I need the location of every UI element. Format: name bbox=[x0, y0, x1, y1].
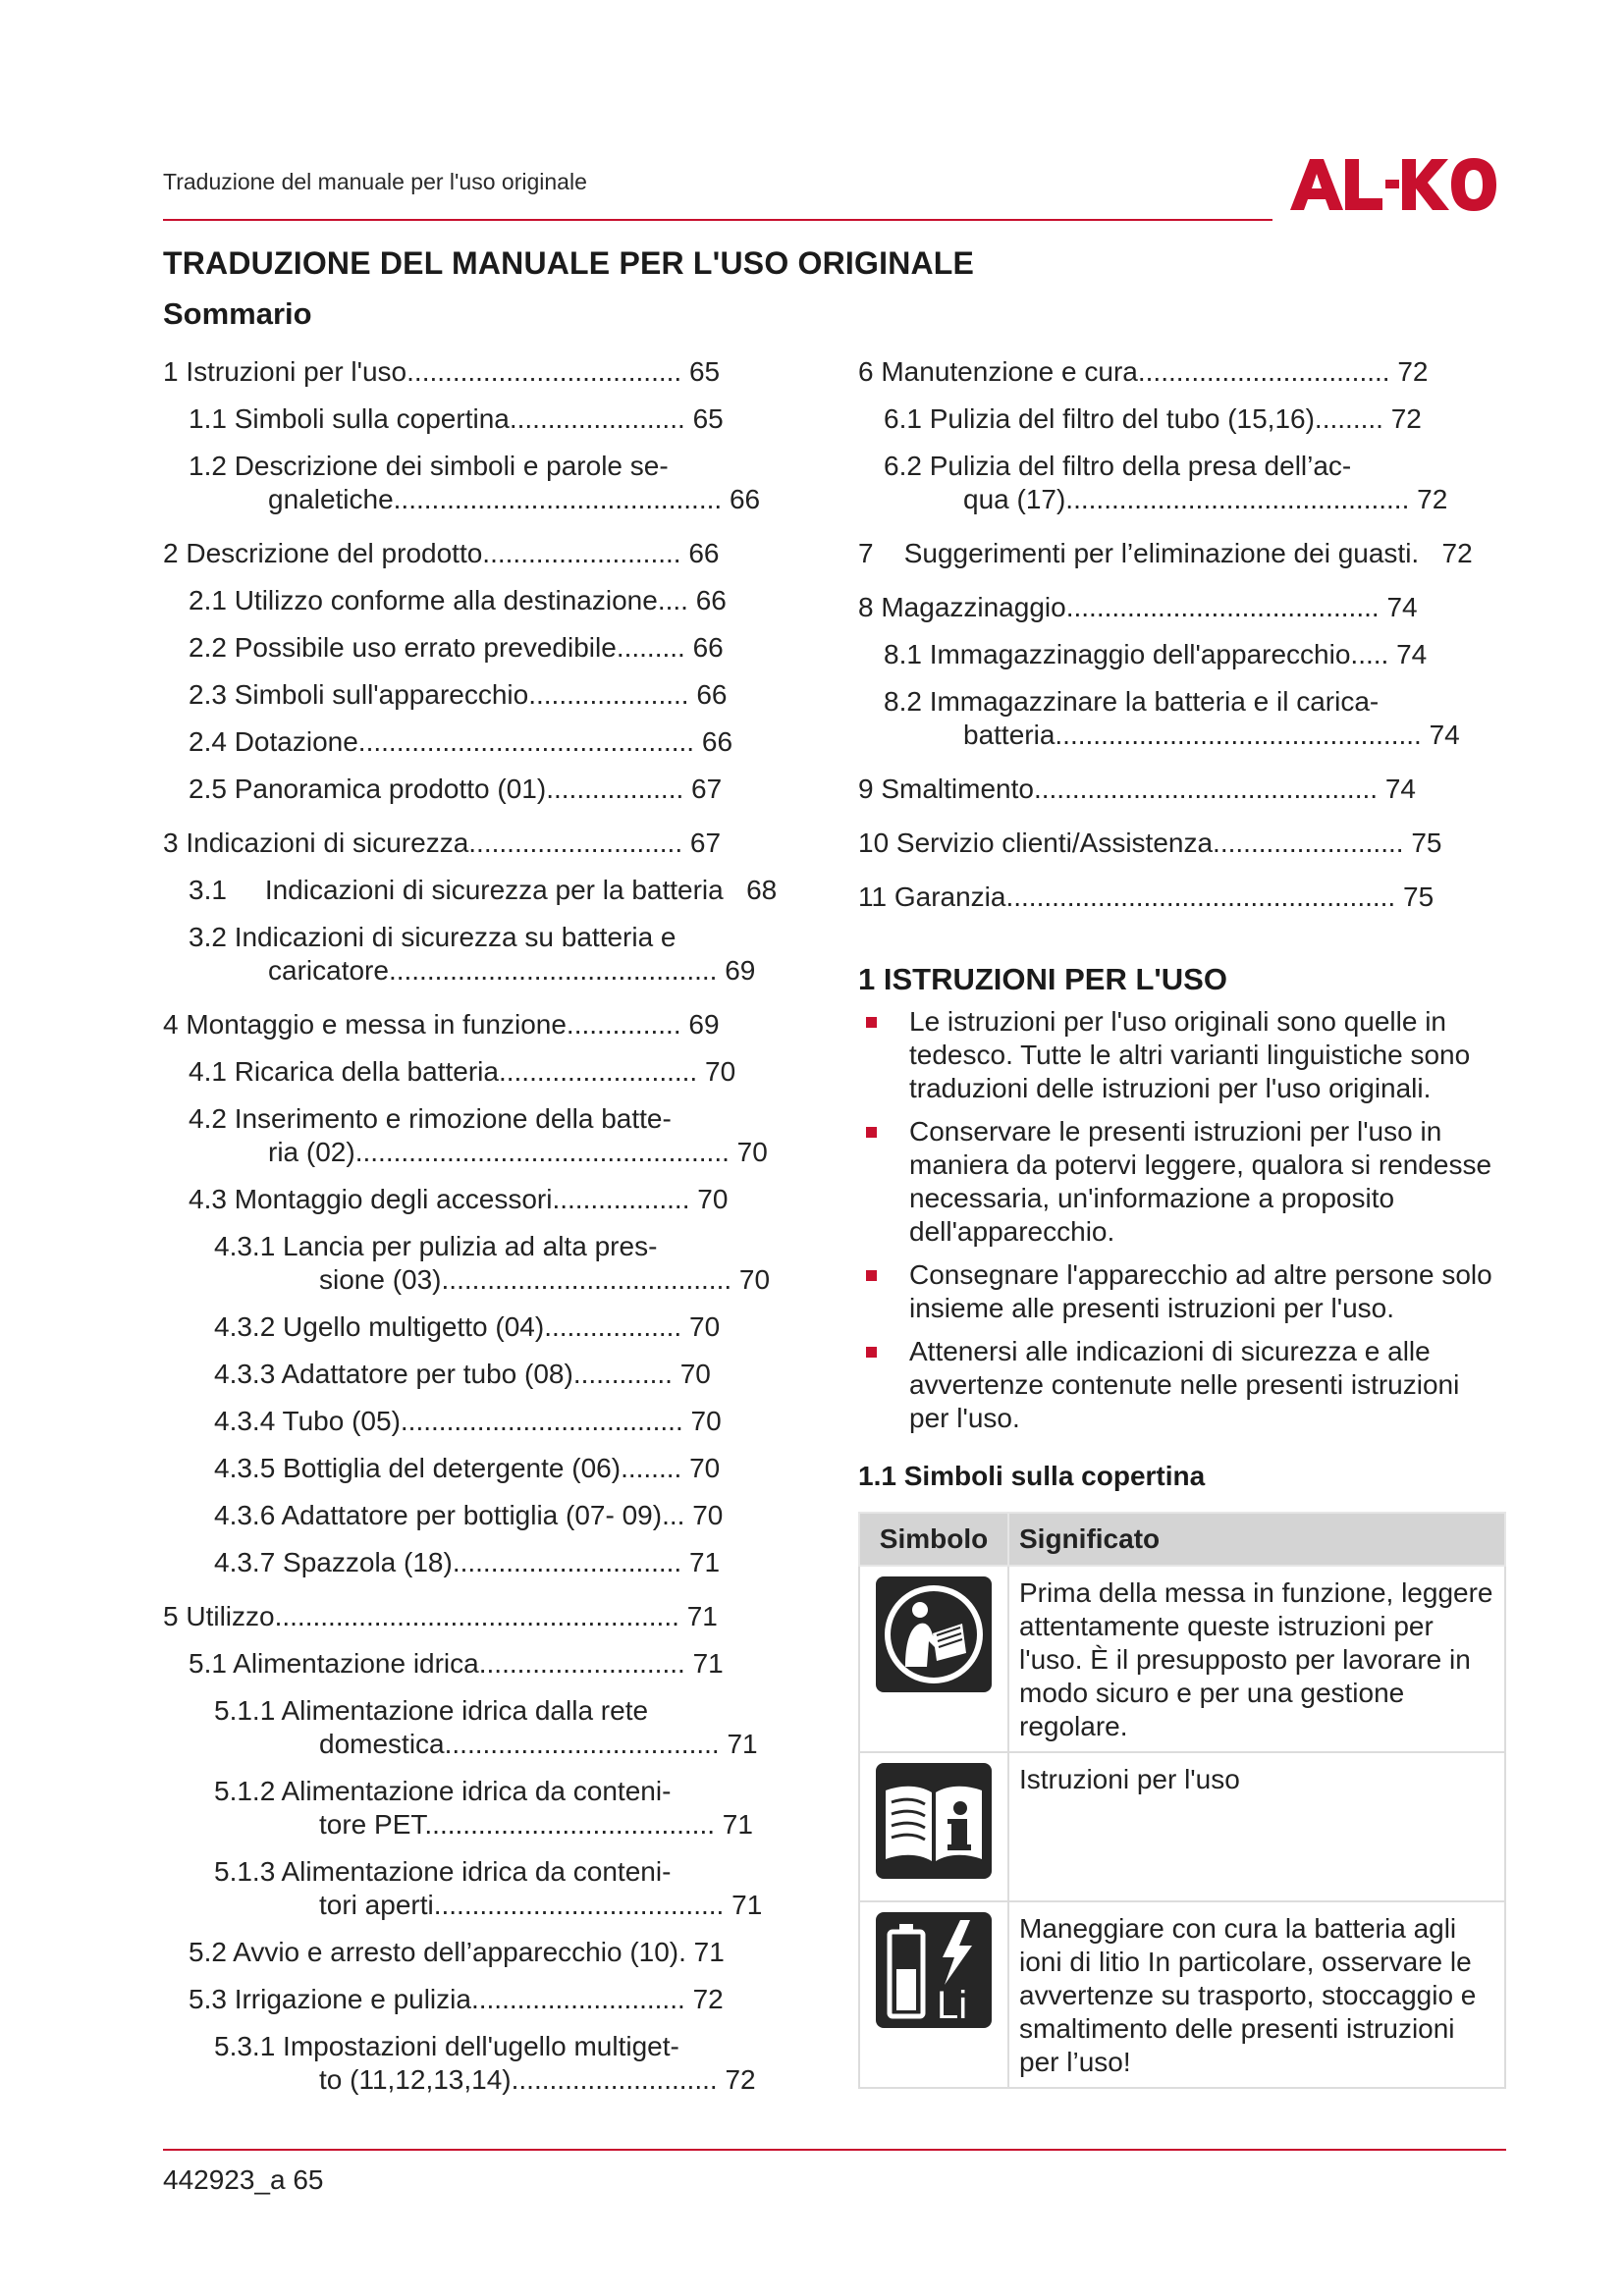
toc-page-number: 74 bbox=[1429, 720, 1460, 750]
toc-page-number: 70 bbox=[736, 1137, 768, 1167]
toc-entry-text: 5 Utilizzo bbox=[163, 1601, 275, 1631]
toc-page-number: 70 bbox=[689, 1311, 721, 1342]
bullet-item bbox=[858, 1005, 1506, 1105]
toc-entry-continuation: ria (02) bbox=[268, 1137, 355, 1167]
toc-page-number: 71 bbox=[686, 1601, 718, 1631]
toc-leader-dots: ..... bbox=[1350, 639, 1389, 669]
toc-leader-dots: ......... bbox=[1314, 403, 1383, 434]
toc-entry[interactable] bbox=[163, 1499, 791, 1532]
toc-entry[interactable] bbox=[163, 537, 791, 570]
toc-entry[interactable] bbox=[163, 725, 791, 759]
toc-entry-continuation: tore PET bbox=[319, 1809, 425, 1840]
toc-page-number: 71 bbox=[731, 1890, 763, 1920]
toc-entry-text: 2.3 Simboli sull'apparecchio bbox=[189, 679, 529, 710]
toc-entry[interactable] bbox=[163, 1600, 791, 1633]
toc-leader-dots: .................. bbox=[544, 1311, 682, 1342]
toc-column-right bbox=[858, 355, 1506, 914]
meaning-cell: Istruzioni per l'uso bbox=[1008, 1752, 1505, 1901]
toc-entry-text: 4.2 Inserimento e rimozione della batte- bbox=[189, 1103, 672, 1134]
toc-page-number: 70 bbox=[679, 1359, 711, 1389]
toc-entry-text: 4.3.1 Lancia per pulizia ad alta pres- bbox=[214, 1231, 658, 1261]
toc-entry-text: 11 Garanzia bbox=[858, 881, 1006, 912]
toc-leader-dots: ........................................... bbox=[393, 484, 723, 514]
bullet-square-icon bbox=[866, 1347, 877, 1358]
toc-page-number: 66 bbox=[688, 538, 720, 568]
toc-page-number: 66 bbox=[696, 679, 728, 710]
toc-entry[interactable] bbox=[163, 584, 791, 617]
toc-page-number: 66 bbox=[695, 585, 727, 615]
read-manual-icon bbox=[876, 1576, 992, 1692]
toc-entry-text: 8 Magazzinaggio bbox=[858, 592, 1066, 622]
toc-leader-dots: ....................... bbox=[509, 403, 685, 434]
toc-entry-text: 4.3.3 Adattatore per tubo (08) bbox=[214, 1359, 573, 1389]
toc-entry-text: 5.1.2 Alimentazione idrica da conteni- bbox=[214, 1776, 672, 1806]
meaning-cell: Prima della messa in funzione, leggere attentamente queste istruzioni per l'uso. È il presupposto per lavorare in modo sicuro e per una gestione regolare. bbox=[1008, 1566, 1505, 1752]
toc-entry[interactable] bbox=[858, 355, 1506, 389]
toc-entry[interactable] bbox=[858, 402, 1506, 436]
toc-entry-text: 6.2 Pulizia del filtro della presa dell’ac- bbox=[884, 451, 1352, 481]
toc-leader-dots: ...................................... bbox=[441, 1264, 732, 1295]
toc-entry[interactable] bbox=[858, 537, 1506, 570]
meaning-cell: Maneggiare con cura la batteria agli ioni di litio In particolare, osservare le avvertenze su trasporto, stoccaggio e smaltimento delle presenti istruzioni per l’uso! bbox=[1008, 1901, 1505, 2088]
toc-entry[interactable] bbox=[163, 1775, 791, 1842]
toc-entry-text: 3.1 Indicazioni di sicurezza per la batteria bbox=[189, 875, 724, 905]
document-title: TRADUZIONE DEL MANUALE PER L'USO ORIGINALE bbox=[163, 245, 975, 281]
toc-leader-dots: ........................................... bbox=[388, 955, 718, 986]
alko-logo bbox=[1288, 155, 1496, 214]
toc-entry-text: 1.2 Descrizione dei simboli e parole se- bbox=[189, 451, 669, 481]
toc-entry[interactable] bbox=[163, 1936, 791, 1969]
toc-entry[interactable] bbox=[858, 881, 1506, 914]
toc-leader-dots: .... bbox=[657, 585, 688, 615]
toc-leader-dots: ..................................... bbox=[400, 1406, 683, 1436]
toc-entry-text: 7 Suggerimenti per l’eliminazione dei guasti. bbox=[858, 538, 1420, 568]
toc-page-number: 70 bbox=[692, 1500, 724, 1530]
toc-page-number: 72 bbox=[692, 1984, 724, 2014]
toc-leader-dots: ........ bbox=[621, 1453, 682, 1483]
toc-entry-text: 4.1 Ricarica della batteria bbox=[189, 1056, 499, 1087]
toc-entry[interactable] bbox=[163, 1647, 791, 1681]
toc-page-number: 71 bbox=[722, 1809, 753, 1840]
toc-entry[interactable] bbox=[163, 1983, 791, 2016]
toc-leader-dots: ........................... bbox=[511, 2064, 718, 2095]
toc-entry-text: 2 Descrizione del prodotto bbox=[163, 538, 483, 568]
toc-leader-dots: ............................................ bbox=[357, 726, 695, 757]
toc-entry-text: 5.1 Alimentazione idrica bbox=[189, 1648, 479, 1679]
toc-entry[interactable] bbox=[163, 874, 791, 907]
bullet-item bbox=[858, 1335, 1506, 1435]
symbols-table bbox=[858, 1512, 1506, 2089]
toc-entry-text: 8.1 Immagazzinaggio dell'apparecchio bbox=[884, 639, 1351, 669]
toc-entry[interactable] bbox=[163, 450, 791, 516]
toc-page-number: 69 bbox=[725, 955, 756, 986]
toc-entry[interactable] bbox=[858, 773, 1506, 806]
toc-leader-dots: ........................... bbox=[478, 1648, 685, 1679]
toc-entry[interactable] bbox=[163, 1230, 791, 1297]
toc-leader-dots: ...................................... bbox=[424, 1809, 716, 1840]
toc-page-number: 71 bbox=[727, 1729, 758, 1759]
toc-page-number: 70 bbox=[690, 1406, 722, 1436]
toc-page-number: 71 bbox=[692, 1648, 724, 1679]
toc-entry-text: 4 Montaggio e messa in funzione bbox=[163, 1009, 567, 1040]
toc-page-number: 75 bbox=[1403, 881, 1435, 912]
toc-page-number: 74 bbox=[1386, 592, 1418, 622]
toc-leader-dots: .............................. bbox=[452, 1547, 682, 1577]
toc-entry[interactable] bbox=[163, 678, 791, 712]
table-row bbox=[859, 1901, 1505, 2088]
toc-entry[interactable] bbox=[163, 1546, 791, 1579]
toc-leader-dots: .................................... bbox=[406, 356, 682, 387]
toc-entry-text: 10 Servizio clienti/Assistenza bbox=[858, 828, 1214, 858]
toc-page-number: 70 bbox=[697, 1184, 729, 1214]
toc-entry-text: 2.2 Possibile uso errato prevedibile bbox=[189, 632, 617, 663]
toc-leader-dots: .................. bbox=[546, 774, 684, 804]
toc-entry[interactable] bbox=[858, 685, 1506, 752]
toc-entry[interactable] bbox=[858, 591, 1506, 624]
toc-page-number: 72 bbox=[725, 2064, 756, 2095]
toc-entry[interactable] bbox=[163, 355, 791, 389]
toc-heading: Sommario bbox=[163, 296, 312, 331]
bullet-list bbox=[858, 1005, 1506, 1445]
bullet-text: Consegnare l'apparecchio ad altre persone solo insieme alle presenti istruzioni per l'uso. bbox=[909, 1259, 1492, 1323]
toc-entry-text: 4.3.2 Ugello multigetto (04) bbox=[214, 1311, 545, 1342]
toc-entry-continuation: tori aperti bbox=[319, 1890, 434, 1920]
toc-entry[interactable] bbox=[858, 450, 1506, 516]
lithium-battery-icon bbox=[876, 1912, 992, 2028]
toc-entry[interactable] bbox=[163, 1310, 791, 1344]
toc-entry-continuation: gnaletiche bbox=[268, 484, 394, 514]
toc-entry-text: 4.3.4 Tubo (05) bbox=[214, 1406, 401, 1436]
toc-entry-text: 9 Smaltimento bbox=[858, 774, 1034, 804]
toc-page-number: 70 bbox=[689, 1453, 721, 1483]
toc-entry-text: 3 Indicazioni di sicurezza bbox=[163, 828, 469, 858]
toc-entry-text: 2.1 Utilizzo conforme alla destinazione bbox=[189, 585, 658, 615]
toc-leader-dots: ...................................... bbox=[433, 1890, 725, 1920]
toc-leader-dots: .................................... bbox=[444, 1729, 720, 1759]
bullet-text: Le istruzioni per l'uso originali sono quelle in tedesco. Tutte le altri varianti linguistiche sono traduzioni delle istruzioni per l'uso originali. bbox=[909, 1006, 1471, 1103]
toc-leader-dots: ................................................ bbox=[1055, 720, 1422, 750]
toc-page-number: 68 bbox=[746, 875, 778, 905]
table-header-meaning: Significato bbox=[1008, 1513, 1505, 1566]
table-row bbox=[859, 1566, 1505, 1752]
toc-entry-text: 4.3.6 Adattatore per bottiglia (07- 09) bbox=[214, 1500, 663, 1530]
toc-entry[interactable] bbox=[163, 1008, 791, 1041]
manual-info-icon bbox=[876, 1763, 992, 1879]
toc-page-number: 74 bbox=[1384, 774, 1416, 804]
bullet-square-icon bbox=[866, 1127, 877, 1138]
toc-entry[interactable] bbox=[163, 1405, 791, 1438]
running-title: Traduzione del manuale per l'uso originale bbox=[163, 169, 587, 194]
toc-page-number: 67 bbox=[691, 774, 723, 804]
toc-page-number: 65 bbox=[688, 356, 721, 387]
toc-entry-text: 6.1 Pulizia del filtro del tubo (15,16) bbox=[884, 403, 1315, 434]
toc-page-number: 74 bbox=[1396, 639, 1428, 669]
toc-entry[interactable] bbox=[163, 1452, 791, 1485]
section-heading: 1 ISTRUZIONI PER L'USO bbox=[858, 962, 1227, 996]
toc-leader-dots: ................................. bbox=[1137, 356, 1390, 387]
toc-entry[interactable] bbox=[163, 1694, 791, 1761]
table-row bbox=[859, 1752, 1505, 1901]
toc-entry-text: 2.5 Panoramica prodotto (01) bbox=[189, 774, 547, 804]
toc-entry-text: 4.3.5 Bottiglia del detergente (06) bbox=[214, 1453, 622, 1483]
toc-entry[interactable] bbox=[163, 2030, 791, 2097]
toc-page-number: 72 bbox=[1417, 484, 1448, 514]
toc-entry-continuation: sione (03) bbox=[319, 1264, 442, 1295]
toc-entry-text: 4.3 Montaggio degli accessori bbox=[189, 1184, 553, 1214]
toc-entry-continuation: caricatore bbox=[268, 955, 389, 986]
battery-li-label: Li bbox=[937, 1984, 968, 2027]
toc-leader-dots: ............. bbox=[572, 1359, 673, 1389]
toc-entry[interactable] bbox=[163, 1102, 791, 1169]
toc-leader-dots: ..................... bbox=[528, 679, 689, 710]
bullet-square-icon bbox=[866, 1270, 877, 1281]
table-header-symbol: Simbolo bbox=[859, 1513, 1008, 1566]
toc-entry[interactable] bbox=[163, 827, 791, 860]
bullet-text: Conservare le presenti istruzioni per l'uso in maniera da potervi leggere, qualora si rendesse necessaria, un'informazione a proposito dell'apparecchio. bbox=[909, 1116, 1492, 1247]
toc-leader-dots: ................................................. bbox=[354, 1137, 730, 1167]
toc-leader-dots: ......... bbox=[616, 632, 685, 663]
bullet-item bbox=[858, 1258, 1506, 1325]
toc-page-number: 71 bbox=[688, 1547, 721, 1577]
toc-entry-text: 5.3.1 Impostazioni dell'ugello multiget- bbox=[214, 2031, 679, 2061]
toc-page-number: 75 bbox=[1411, 828, 1442, 858]
toc-entry-text: 6 Manutenzione e cura bbox=[858, 356, 1138, 387]
toc-entry[interactable] bbox=[858, 827, 1506, 860]
toc-entry[interactable] bbox=[163, 631, 791, 665]
toc-entry[interactable] bbox=[163, 773, 791, 806]
toc-entry-text: 5.3 Irrigazione e pulizia bbox=[189, 1984, 471, 2014]
bullet-square-icon bbox=[866, 1017, 877, 1028]
toc-leader-dots: ............................................. bbox=[1065, 484, 1410, 514]
toc-entry-continuation: to (11,12,13,14) bbox=[319, 2064, 512, 2095]
toc-column-left bbox=[163, 355, 791, 2097]
toc-entry[interactable] bbox=[163, 1855, 791, 1922]
toc-page-number: 69 bbox=[688, 1009, 720, 1040]
toc-page-number: 72 bbox=[1441, 538, 1473, 568]
bullet-text: Attenersi alle indicazioni di sicurezza e alle avvertenze contenute nelle presenti istruzioni per l'uso. bbox=[909, 1336, 1460, 1433]
footer-rule bbox=[163, 2149, 1506, 2151]
toc-entry[interactable] bbox=[163, 1358, 791, 1391]
toc-page-number: 72 bbox=[1390, 403, 1422, 434]
toc-page-number: 65 bbox=[692, 403, 724, 434]
toc-page-number: 72 bbox=[1397, 356, 1429, 387]
toc-page-number: 71 bbox=[693, 1937, 725, 1967]
toc-page-number: 66 bbox=[692, 632, 724, 663]
toc-leader-dots: ............... bbox=[566, 1009, 681, 1040]
toc-entry-continuation: qua (17) bbox=[963, 484, 1066, 514]
toc-leader-dots: ............................ bbox=[470, 1984, 685, 2014]
toc-entry[interactable] bbox=[163, 1183, 791, 1216]
toc-entry-text: 2.4 Dotazione bbox=[189, 726, 358, 757]
toc-leader-dots: ..................................................... bbox=[274, 1601, 679, 1631]
toc-leader-dots: . bbox=[678, 1937, 686, 1967]
toc-entry[interactable] bbox=[858, 638, 1506, 671]
toc-entry[interactable] bbox=[163, 921, 791, 988]
toc-leader-dots: .................. bbox=[552, 1184, 690, 1214]
toc-leader-dots: ................................................... bbox=[1005, 881, 1396, 912]
toc-entry-text: 5.1.3 Alimentazione idrica da conteni- bbox=[214, 1856, 672, 1887]
toc-leader-dots: .......................... bbox=[482, 538, 681, 568]
footer-page-label: 442923_a 65 bbox=[163, 2164, 324, 2195]
subsection-heading: 1.1 Simboli sulla copertina bbox=[858, 1461, 1206, 1491]
toc-leader-dots: ......................... bbox=[1213, 828, 1404, 858]
toc-entry-text: 5.2 Avvio e arresto dell’apparecchio (10) bbox=[189, 1937, 679, 1967]
toc-entry[interactable] bbox=[163, 1055, 791, 1089]
toc-entry-text: 4.3.7 Spazzola (18) bbox=[214, 1547, 453, 1577]
toc-leader-dots: ... bbox=[662, 1500, 685, 1530]
toc-entry-continuation: batteria bbox=[963, 720, 1056, 750]
toc-page-number: 66 bbox=[729, 484, 761, 514]
toc-leader-dots: .......................... bbox=[498, 1056, 698, 1087]
toc-leader-dots: ............................ bbox=[468, 828, 683, 858]
bullet-item bbox=[858, 1115, 1506, 1249]
toc-entry-text: 1.1 Simboli sulla copertina bbox=[189, 403, 510, 434]
toc-entry-text: 1 Istruzioni per l'uso bbox=[163, 356, 407, 387]
toc-entry-text: 8.2 Immagazzinare la batteria e il carica- bbox=[884, 686, 1380, 717]
toc-entry[interactable] bbox=[163, 402, 791, 436]
toc-page-number: 66 bbox=[701, 726, 733, 757]
toc-page-number: 70 bbox=[705, 1056, 736, 1087]
toc-page-number: 67 bbox=[689, 828, 722, 858]
toc-entry-text: 3.2 Indicazioni di sicurezza su batteria e bbox=[189, 922, 677, 952]
header-rule bbox=[163, 219, 1272, 221]
toc-entry-text: 5.1.1 Alimentazione idrica dalla rete bbox=[214, 1695, 649, 1726]
toc-entry-continuation: domestica bbox=[319, 1729, 445, 1759]
toc-leader-dots: ............................................. bbox=[1033, 774, 1379, 804]
toc-leader-dots: ......................................... bbox=[1065, 592, 1380, 622]
toc-page-number: 70 bbox=[738, 1264, 771, 1295]
